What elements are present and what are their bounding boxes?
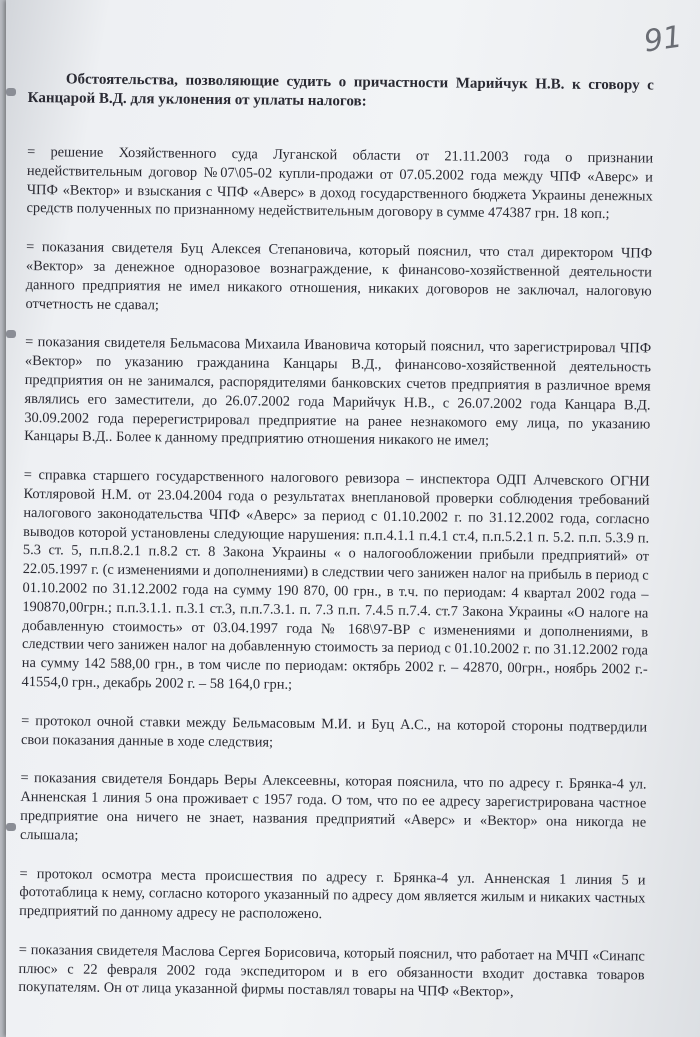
- document-page: [6, 0, 700, 1037]
- evidence-item: = протокол очной ставки между Бельмасовым М.И. и Буц А.С., на которой стороны подтвердили свои показания данные в ходе следствия;: [20, 712, 648, 751]
- binding-hole: [6, 88, 16, 96]
- binding-hole: [6, 823, 16, 831]
- evidence-item: = показания свидетеля Бондарь Веры Алексеевны, которая пояснила, что по адресу г. Брянка-4 ул. Анненская 1 линия 5 она проживает с 1957 года. О том, что по ее адресу зарегистрирована частное предприятие она ничего не знает, названия предприятий «Аверс» и «Вектор» она никогда не слышала;: [19, 770, 647, 844]
- evidence-item: = показания свидетеля Маслова Сергея Борисовича, который пояснил, что работает на МЧП «Синапс плюс» с 22 февраля 2002 года экспедитором и в его обязанности входит доставка товаров покупателям. Он от лица указанной фирмы поставлял товары на ЧПФ «Вектор»,: [18, 941, 645, 1001]
- evidence-item: = протокол осмотра места происшествия по адресу г. Брянка-4 ул. Анненская 1 линия 5 и фототаблица к нему, согласно которого указанный по адресу дом является жилым и никаких частных предприятий по данному адресу не расположено.: [19, 865, 646, 923]
- evidence-item: = справка старшего государственного налогового ревизора – инспектора ОДП Алчевского ОГНИ Котляровой Н.М. от 23.04.2004 года о результатах внеплановой проверки соблюдения требований налогового законодательства ЧПФ «Аверс» за период с 01.10.2002 г. по 31.12.2002 года, согласно выводов которой установлены следующие нарушения: п.п.4.1.1 п.4.1 ст.4, п.п.5.2.1 п. 5.2. п.п. 5.3.9 п. 5.3 ст. 5, п.п.8.2.1 п.8.2 ст. 8 Закона Украины « о налогообложении прибыли предприятий» от 22.05.1997 г. (с изменениями и дополнениями) в следствии чего занижен налог на прибыль в период с 01.10.2002 по 31.12.2002 года на сумму 190 870, 00 грн., в т.ч. по периодам: 4 квартал 2002 года – 190870,00грн.; п.п.3.1.1. п.3.1 ст.3, п.п.7.3.1. п. 7.3 п.п. 7.4.5 п.7.4. ст.7 Закона Украины «О налоге на добавленную стоимость» от 03.04.1997 года № 168\97-ВР с изменениями и дополнениями, в следствии чего занижен налог на добавленную стоимость за период с 01.10.2002 г. по 31.12.2002 года на сумму 142 588,00 грн., в том числе по периодам: октябрь 2002 г. – 42870, 00грн., ноябрь 2002 г.- 41554,0 грн., декабрь 2002 г. – 58 164,0 грн.;: [21, 467, 650, 693]
- evidence-item: = решение Хозяйственного суда Луганской области от 21.11.2003 года о признании недействительным договор №07\05-02 купли-продажи от 07.05.2002 года между ЧПФ «Аверс» и ЧПФ «Вектор» и взыскания с ЧПФ «Аверс» в доход государственного бюджета Украины денежных средств полученных по признанному недействительным договору в сумме 474387 грн. 18 коп.;: [26, 143, 654, 223]
- document-title: Обстоятельства, позволяющие судить о причастности Марийчук Н.В. к сговору с Канцарой В.Д. для уклонения от уплаты налогов:: [27, 71, 654, 110]
- binding-hole: [6, 330, 16, 338]
- evidence-item: = показания свидетеля Буц Алексея Степановича, который пояснил, что стал директором ЧПФ «Вектор» за денежное одноразовое вознаграждение, к финансово-хозяйственной деятельности данного предприятия не имел никакого отношения, никаких договоров не заключал, налоговую отчетность не сдавал;: [25, 239, 653, 313]
- page-number: 91: [641, 19, 685, 60]
- document-body: [18, 70, 654, 1024]
- evidence-item: = показания свидетеля Бельмасова Михаила Ивановича который пояснил, что зарегистрировал ЧПФ «Вектор» по указанию гражданина Канцары В.Д., финансово-хозяйственной деятельность предприятия он не занимался, распорядителями банковских счетов предприятия в различное время являлись его заместители, до 26.07.2002 года Марийчук Н.В., с 26.07.2002 года Канцара В.Д. 30.09.2002 года перерегистрировал предприятие на ранее незнакомого ему лица, по указанию Канцары В.Д.. Более к данному предприятию отношения никакого не имел;: [24, 334, 652, 450]
